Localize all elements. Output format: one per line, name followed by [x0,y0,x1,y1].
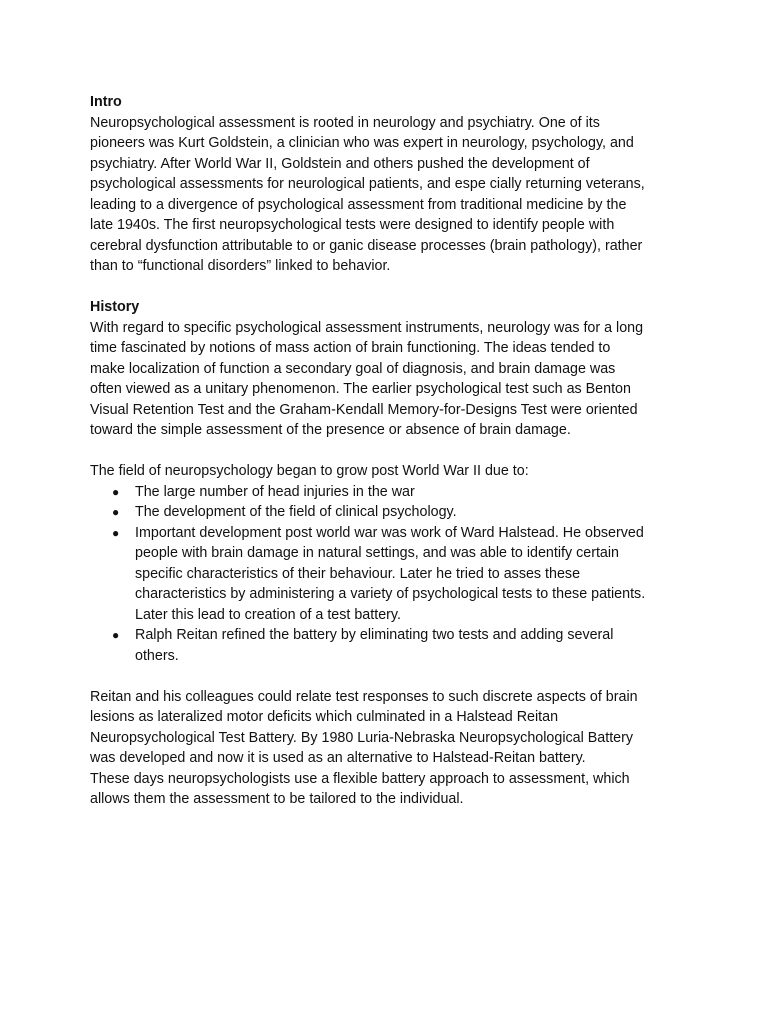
list-item-line: characteristics by administering a variety of psychological tests to these patients. [135,586,646,602]
intro-line: psychological assessments for neurological patients, and espe cially returning veterans, [90,176,645,192]
closing-line: was developed and now it is used as an alternative to Halstead-Reitan battery. [90,750,586,766]
paragraph-spacer [90,441,690,462]
closing-line: These days neuropsychologists use a flexible battery approach to assessment, which [90,770,630,787]
list-item [90,523,690,626]
closing-line: Reitan and his colleagues could relate test responses to such discrete aspects of brain [90,688,638,705]
history-line: Visual Retention Test and the Graham-Kendall Memory-for-Designs Test were oriented [90,401,638,418]
list-item [90,482,690,503]
list-item-line: The large number of head injuries in the war [135,483,415,500]
intro-section [90,92,690,277]
list-item-line: The development of the field of clinical psychology. [135,504,457,520]
closing-line: Neuropsychological Test Battery. By 1980 Luria-Nebraska Neuropsychological Battery [90,729,634,746]
list-intro: The field of neuropsychology began to grow post World War II due to: [90,463,529,479]
history-line: With regard to specific psychological assessment instruments, neurology was for a long [90,319,644,336]
section-spacer [90,277,690,298]
closing-line: lesions as lateralized motor deficits which culminated in a Halstead Reitan [90,709,559,725]
bullet-icon: ● [112,628,120,642]
list-item-line: Later this lead to creation of a test battery. [135,606,401,623]
intro-line: Neuropsychological assessment is rooted in neurology and psychiatry. One of its [90,114,600,131]
bullet-list [90,482,690,667]
list-item [90,625,690,666]
list-item [90,502,690,523]
list-item-line: Ralph Reitan refined the battery by eliminating two tests and adding several [135,627,614,643]
history-line: often viewed as a unitary phenomenon. The earlier psychological test such as Benton [90,381,631,397]
list-item-line: specific characteristics of their behaviour. Later he tried to asses these [135,565,581,582]
history-line: time fascinated by notions of mass action of brain functioning. The ideas tended to [90,340,611,356]
history-line: make localization of function a secondary goal of diagnosis, and brain damage was [90,360,616,377]
paragraph-spacer [90,666,690,687]
history-line: toward the simple assessment of the presence or absence of brain damage. [90,422,571,438]
intro-line: cerebral dysfunction attributable to or ganic disease processes (brain pathology), rather [90,237,643,254]
list-item-line: Important development post world war was work of Ward Halstead. He observed [135,524,644,541]
intro-line: than to “functional disorders” linked to behavior. [90,258,391,274]
bullet-icon: ● [112,525,120,540]
intro-line: leading to a divergence of psychological assessment from traditional medicine by the [90,196,627,213]
list-item-line: people with brain damage in natural settings, and was able to identify certain [135,545,620,561]
intro-line: late 1940s. The first neuropsychological tests were designed to identify people with [90,217,615,233]
intro-line: pioneers was Kurt Goldstein, a clinician who was expert in neurology, psychology, and [90,135,634,151]
list-item-line: others. [135,647,179,664]
closing-line: allows them the assessment to be tailored to the individual. [90,791,464,807]
intro-heading: Intro [90,94,122,110]
history-section [90,297,690,810]
bullet-icon: ● [112,505,120,519]
intro-line: psychiatry. After World War II, Goldstein and others pushed the development of [90,155,590,172]
history-heading: History [90,299,140,315]
document-page [90,92,690,810]
bullet-icon: ● [112,484,120,499]
